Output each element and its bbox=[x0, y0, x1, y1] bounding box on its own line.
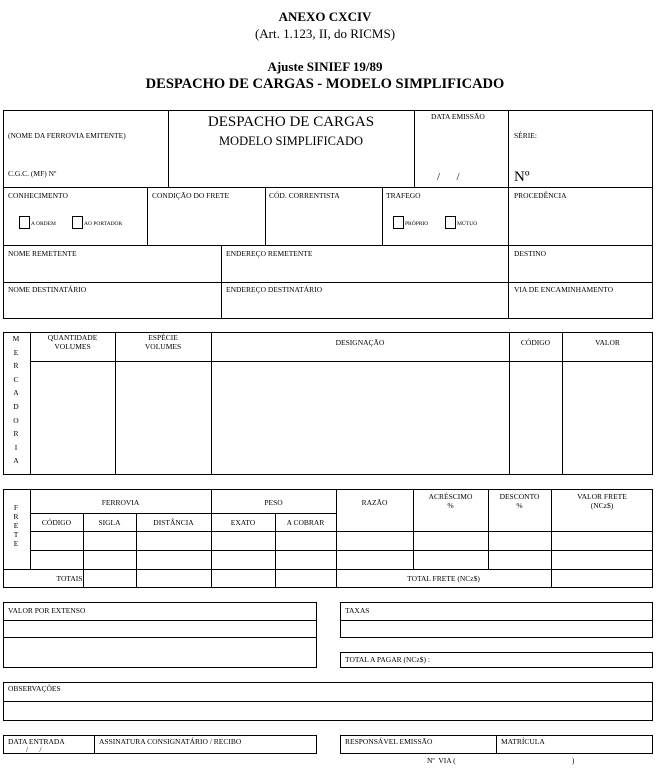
desconto-header: DESCONTO % bbox=[499, 492, 540, 510]
observacoes-label: OBSERVAÇÕES bbox=[8, 684, 61, 693]
nome-destinatario-label: NOME DESTINATÁRIO bbox=[8, 285, 87, 294]
annex-title: ANEXO CXCIV bbox=[278, 9, 372, 24]
especie-header: ESPÉCIE VOLUMES bbox=[144, 333, 182, 351]
valor-frete-header: VALOR FRETE (NCz$) bbox=[577, 492, 627, 510]
serie-label: SÉRIE: bbox=[514, 131, 537, 140]
number-label: Nº bbox=[514, 169, 530, 185]
condicao-frete-label: CONDIÇÃO DO FRETE bbox=[152, 191, 230, 200]
codigo-header: CÓDIGO bbox=[520, 338, 551, 347]
via-label: Nº VIA ( ) bbox=[427, 756, 575, 765]
doc-title: DESPACHO DE CARGAS bbox=[207, 114, 375, 130]
cgc-label: C.G.C. (MF) Nº bbox=[8, 169, 57, 178]
valor-header: VALOR bbox=[595, 338, 620, 347]
trafego-label: TRAFEGO bbox=[386, 191, 421, 200]
mercadoria-table bbox=[3, 332, 653, 475]
railway-name-label: (NOME DA FERROVIA EMITENTE) bbox=[8, 131, 126, 140]
ao-portador-checkbox[interactable] bbox=[72, 216, 83, 229]
a-cobrar-header: A COBRAR bbox=[286, 518, 325, 527]
valor-extenso-label: VALOR POR EXTENSO bbox=[8, 606, 86, 615]
mutuo-checkbox[interactable] bbox=[445, 216, 456, 229]
issue-date-label: DATA EMISSÃO bbox=[431, 112, 485, 121]
data-entrada-field[interactable]: / / bbox=[26, 745, 42, 754]
exato-header: EXATO bbox=[230, 518, 256, 527]
a-ordem-checkbox[interactable] bbox=[19, 216, 30, 229]
cod-correntista-label: CÓD. CORRENTISTA bbox=[269, 191, 340, 200]
frete-side-label: F R E T E bbox=[13, 503, 19, 548]
acrescimo-header: ACRÉSCIMO % bbox=[428, 492, 473, 510]
mercadoria-side-label: M E R C A D O R I A bbox=[12, 334, 20, 466]
qty-header: QUANTIDADE VOLUMES bbox=[47, 333, 98, 351]
sigla-header: SIGLA bbox=[98, 518, 121, 527]
data-entrada-label: DATA ENTRADA bbox=[8, 737, 65, 746]
responsavel-label: RESPONSÁVEL EMISSÃO bbox=[345, 737, 433, 746]
nome-remetente-label: NOME REMETENTE bbox=[8, 249, 77, 258]
mutuo-label: MÚTUO bbox=[457, 221, 478, 227]
totais-label: TOTAIS bbox=[56, 574, 83, 583]
form-title: DESPACHO DE CARGAS - MODELO SIMPLIFICADO bbox=[145, 76, 505, 92]
peso-header: PESO bbox=[264, 498, 283, 507]
razao-header: RAZÃO bbox=[361, 498, 388, 507]
proprio-label: PRÓPRIO bbox=[405, 221, 429, 227]
designacao-header: DESIGNAÇÃO bbox=[335, 338, 385, 347]
via-encaminhamento-label: VIA DE ENCAMINHAMENTO bbox=[514, 285, 614, 294]
destino-label: DESTINO bbox=[514, 249, 547, 258]
total-pagar-label: TOTAL A PAGAR (NCz$) : bbox=[345, 655, 430, 664]
assinatura-label: ASSINATURA CONSIGNATÁRIO / RECIBO bbox=[99, 737, 242, 746]
taxas-label: TAXAS bbox=[345, 606, 370, 615]
endereco-destinatario-label: ENDEREÇO DESTINATÁRIO bbox=[226, 285, 323, 294]
proprio-checkbox[interactable] bbox=[393, 216, 404, 229]
a-ordem-label: A ORDEM bbox=[31, 221, 56, 227]
doc-subtitle: MODELO SIMPLIFICADO bbox=[218, 134, 364, 148]
adjustment-title: Ajuste SINIEF 19/89 bbox=[267, 59, 383, 74]
conhecimento-label: CONHECIMENTO bbox=[8, 191, 68, 200]
total-frete-label: TOTAL FRETE (NCz$) bbox=[407, 574, 480, 583]
ao-portador-label: AO PORTADOR bbox=[84, 221, 123, 227]
annex-article: (Art. 1.123, II, do RICMS) bbox=[254, 26, 396, 41]
matricula-label: MATRÍCULA bbox=[501, 737, 545, 746]
procedencia-label: PROCEDÊNCIA bbox=[514, 191, 567, 200]
issue-date-field[interactable]: / / bbox=[437, 171, 460, 183]
endereco-remetente-label: ENDEREÇO REMETENTE bbox=[226, 249, 313, 258]
frete-codigo-header: CÓDIGO bbox=[41, 518, 72, 527]
ferrovia-header: FERROVIA bbox=[101, 498, 140, 507]
distancia-header: DISTÂNCIA bbox=[153, 518, 194, 527]
